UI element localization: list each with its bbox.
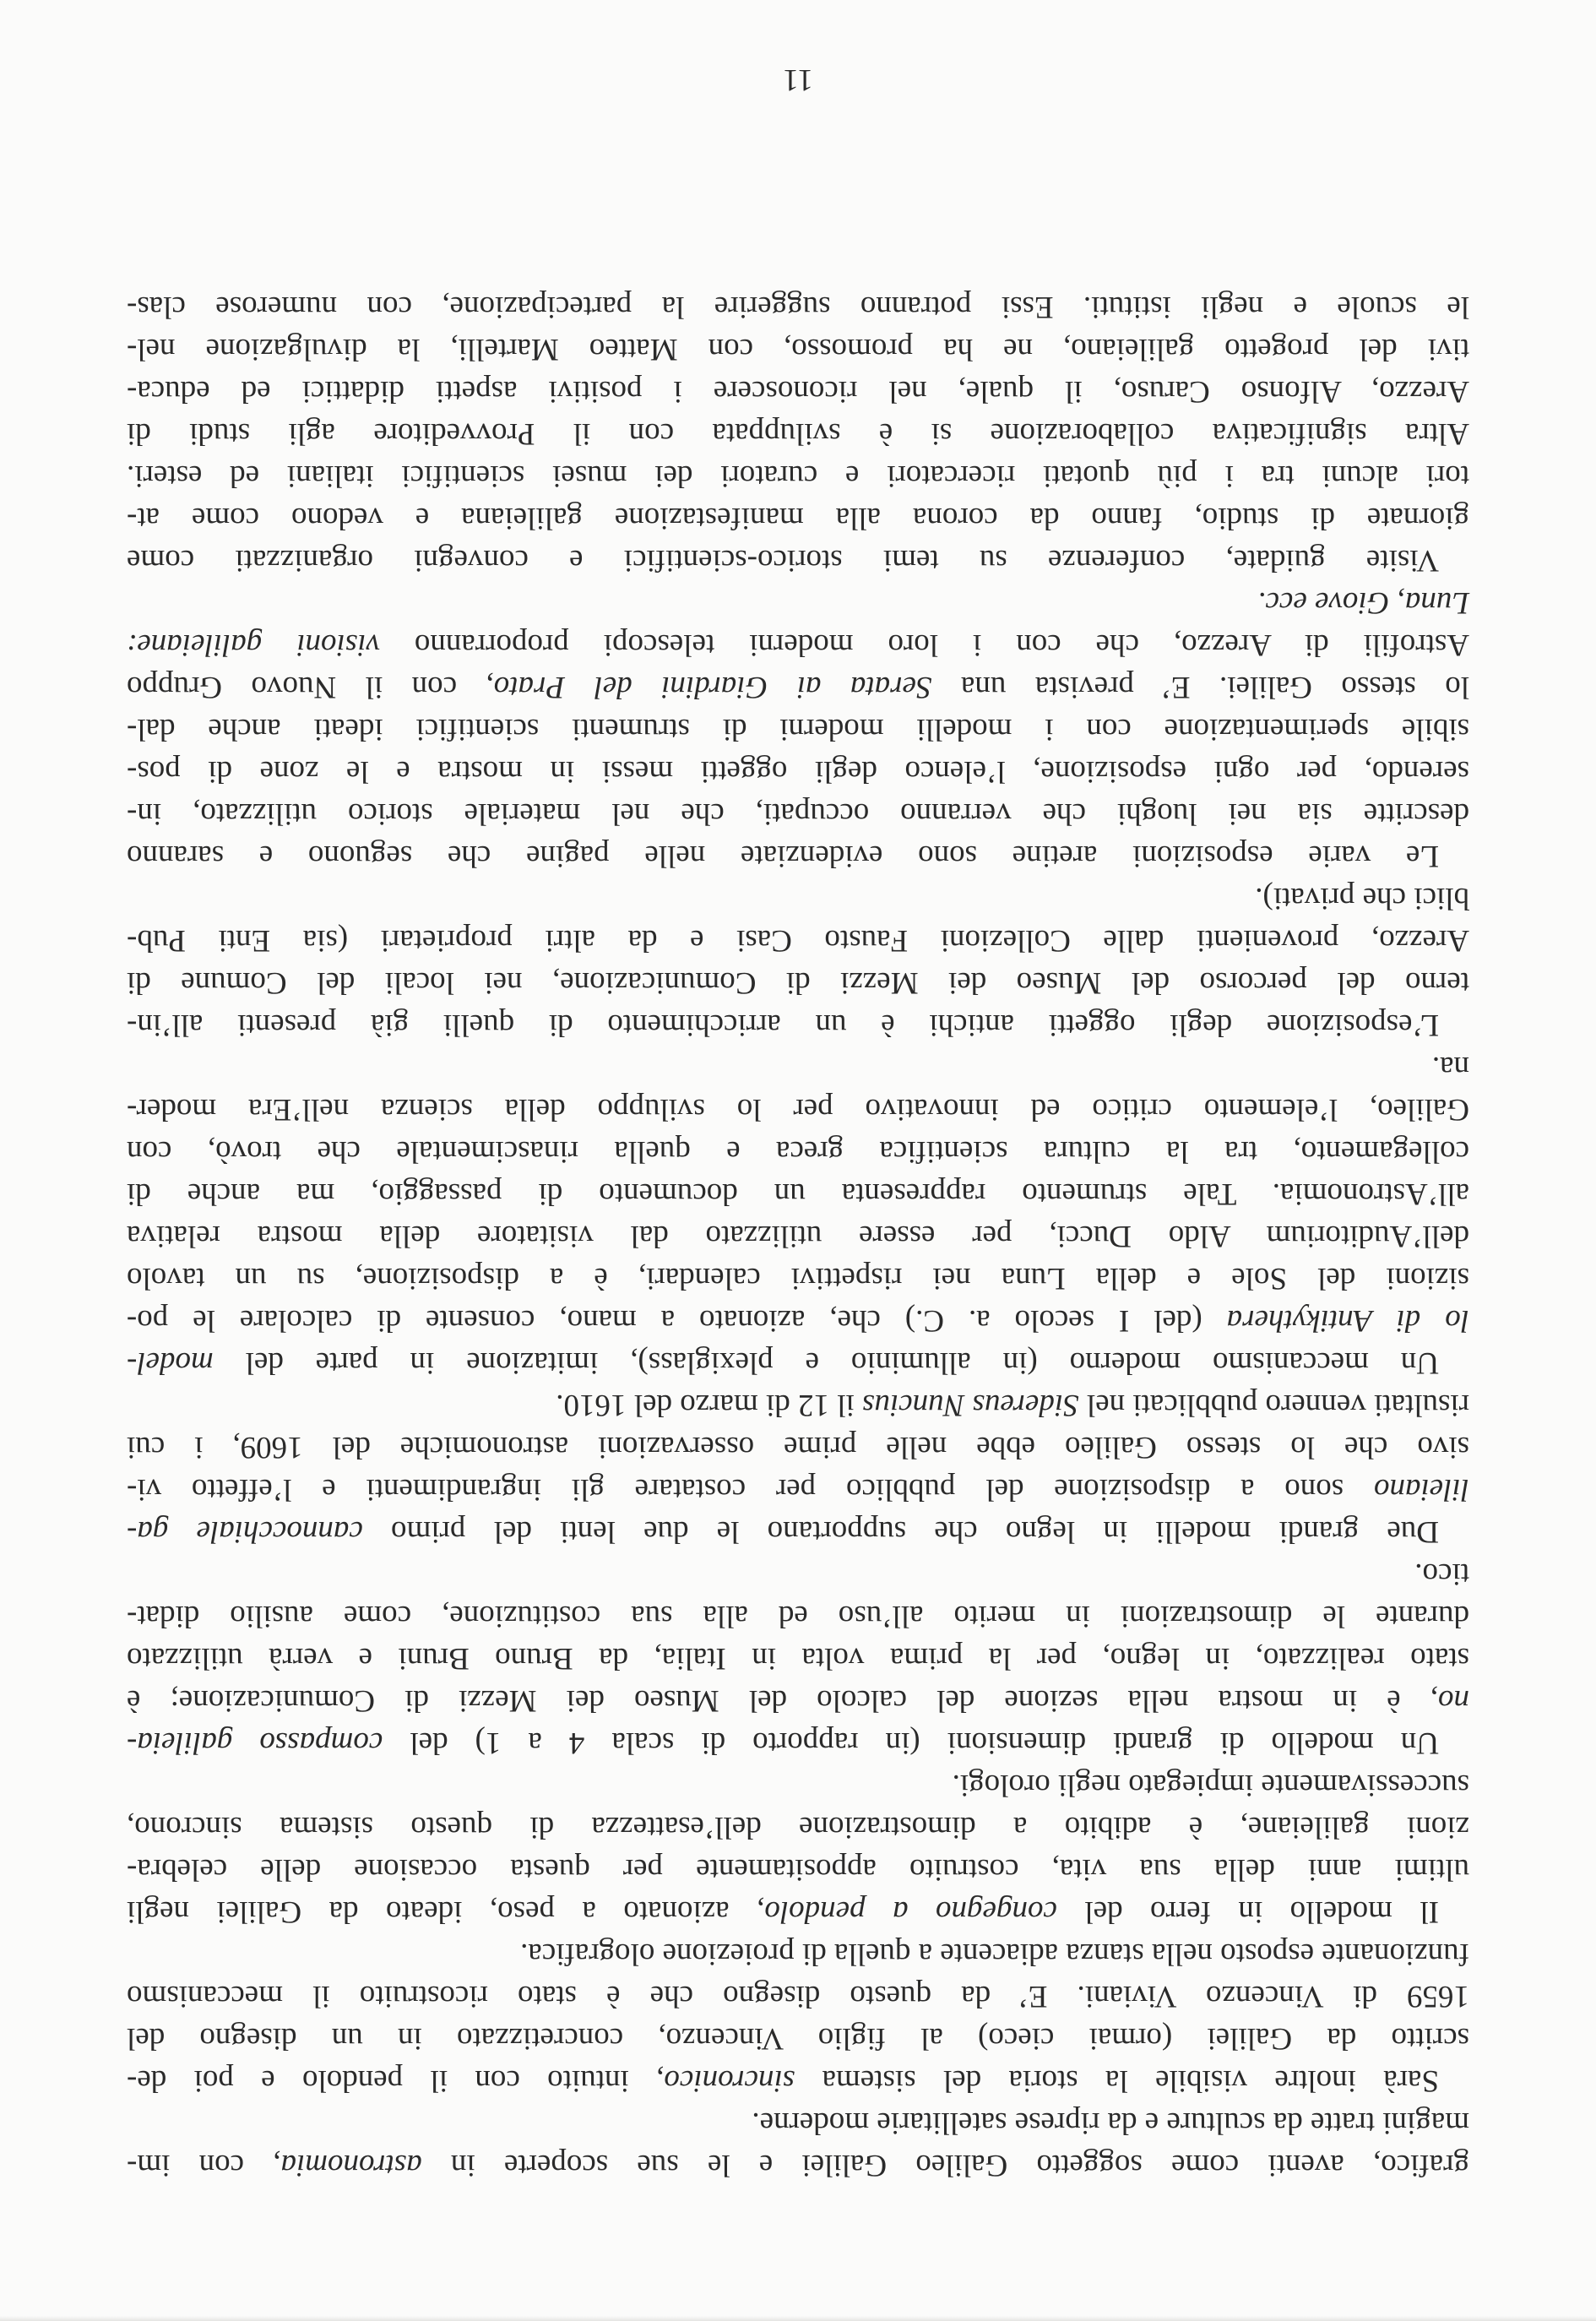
- scan-edge-top: [0, 2316, 1596, 2321]
- text-line: lo stesso Galilei. E’ prevista una Serata ai Giardini del Prato, con il Nuovo Gruppo: [126, 670, 1469, 704]
- text-line: tori alcuni tra i più quotati ricercatori e curatori dei musei scientifici italiani ed esteri.: [127, 459, 1469, 493]
- text-line: Sarà inoltre visibile la storia del sistema sincronico, intuito con il pendolo e poi de-: [126, 2063, 1439, 2098]
- text-line: zioni galileiane, è adibito a dimostrazione dell’esattezza di questo sistema sincrono,: [127, 1810, 1469, 1845]
- text-line: durante le dimostrazioni in merito all’uso ed alla sua costituzione, come ausilio didat-: [127, 1599, 1469, 1633]
- text-line: tico.: [1414, 1557, 1469, 1591]
- text-line: successivamente impiegato negli orologi.: [952, 1768, 1469, 1802]
- text-line: dell’Auditorium Aldo Ducci, per essere utilizzato dal visitatore della mostra relativa: [127, 1219, 1469, 1253]
- text-line: scritto da Galilei (ormai cieco) al figlio Vincenzo, concretizzato in un disegno del: [127, 2021, 1469, 2056]
- text-line: sizioni del Sole e della Luna nei rispettivi calendari, è a disposizione, su un tavolo: [127, 1261, 1469, 1296]
- text-line: Un modello di grandi dimensioni (in rapporto di scala 4 a 1) del compasso galileia-: [127, 1726, 1439, 1760]
- text-line: Due grandi modelli in legno che supportano le due lenti del primo cannocchiale ga-: [127, 1514, 1439, 1549]
- text-line: Visite guidate, conferenze su temi storico-scientifici e convegni organizzati come: [127, 543, 1439, 578]
- text-line: grafico, aventi come soggetto Galileo Galilei e le sue scoperte in astronomia, con im-: [127, 2148, 1469, 2182]
- text-line: no, è in mostra nella sezione del calcolo del Museo dei Mezzi di Comunicazione; è: [127, 1683, 1469, 1718]
- text-line: risultati vennero pubblicati nel Sidereus Nuncius il 12 di marzo del 1610.: [556, 1388, 1469, 1422]
- text-line: sibile sperimentazione con i modelli moderni di strumenti scientifici ideati anche dal-: [127, 712, 1469, 747]
- text-line: Un meccanismo moderno (in alluminio e plexiglass), imitazione in parte del model-: [127, 1345, 1439, 1380]
- text-line: ultimi anni della sua vita, costruito appositamente per questa occasione delle celebra-: [127, 1852, 1469, 1887]
- text-line: collegamento, tra la cultura scientifica greca e quella rinascimentale che trovò, con: [127, 1134, 1469, 1169]
- text-line: 1659 di Vincenzo Viviani. E’ da questo disegno che è stato ricostruito il meccanismo: [127, 1979, 1469, 2014]
- text-line: Galileo, l’elemento critico ed innovativo per lo sviluppo della scienza nell’Era moder-: [127, 1092, 1469, 1127]
- text-line: descritte sia nei luoghi che verranno occupati, che nel materiale storico utilizzato, in-: [127, 796, 1469, 831]
- text-line: le scuole e negli istituti. Essi potranno suggerire la partecipazione, con numerose clas-: [127, 290, 1469, 324]
- text-line: Le varie esposizioni aretine sono evidenziate nelle pagine che seguono e saranno: [127, 839, 1439, 873]
- text-line: na.: [1431, 1050, 1469, 1084]
- text-line: sivo che lo stesso Galileo ebbe nelle prime osservazioni astronomiche del 1609, i cui: [127, 1430, 1469, 1465]
- text-line: Arezzo, provenienti dalle Collezioni Fausto Casi e da altri proprietari (sia Enti Pub-: [127, 923, 1469, 958]
- text-line: magini tratte da sculture e da riprese satellitarie moderne.: [752, 2106, 1469, 2140]
- text-line: L’esposizione degli oggetti antichi è un arricchimento di quelli già presenti all’in-: [127, 1008, 1439, 1042]
- text-line: Arezzo, Alfonso Caruso, il quale, nel riconoscere i positivi aspetti didattici ed educa-: [127, 374, 1469, 409]
- text-line: Il modello in ferro del congegno a pendolo, azionato a peso, ideato da Galilei negli: [127, 1894, 1439, 1929]
- text-line: Luna, Giove ecc.: [1257, 585, 1469, 620]
- text-line: Astrofili di Arezzo, che con i loro moderni telescopi proporranno visioni galileiane:: [127, 628, 1469, 662]
- page-number: 11: [783, 63, 813, 97]
- text-line: terno del percorso del Museo dei Mezzi di Comunicazione, nei locali del Comune di: [127, 965, 1469, 1000]
- text-line: tivi del progetto galileiano, ne ha promosso, con Matteo Martelli, la divulgazione nel-: [127, 332, 1469, 367]
- text-line: all’Astronomia. Tale strumento rappresenta un documento di passaggio, ma anche di: [127, 1177, 1469, 1211]
- text-line: lo di Antikythera (del I secolo a. C.) che, azionato a mano, consente di calcolare le po-: [126, 1303, 1469, 1338]
- text-line: stato realizzato, in legno, per la prima volta in Italia, da Bruno Bruni e verrà utilizzato: [127, 1641, 1469, 1676]
- body-text: [127, 285, 1469, 2186]
- text-line: lileiano sono a disposizione del pubblico per costatare gli ingrandimenti e l’effetto vi-: [127, 1472, 1469, 1507]
- text-line: funzionante esposto nella stanza adiacente a quella di proiezione olografica.: [520, 1937, 1469, 1971]
- text-line: giornate di studio, fanno da corona alla manifestazione galileiana e vedono come at-: [127, 501, 1469, 535]
- text-line: Altra significativa collaborazione si è sviluppata con il Provveditore agli studi di: [127, 416, 1469, 451]
- text-line: serendo, per ogni esposizione, l’elenco degli oggetti messi in mostra e le zone di pos-: [127, 754, 1469, 789]
- text-line: blici che privati).: [1255, 881, 1469, 916]
